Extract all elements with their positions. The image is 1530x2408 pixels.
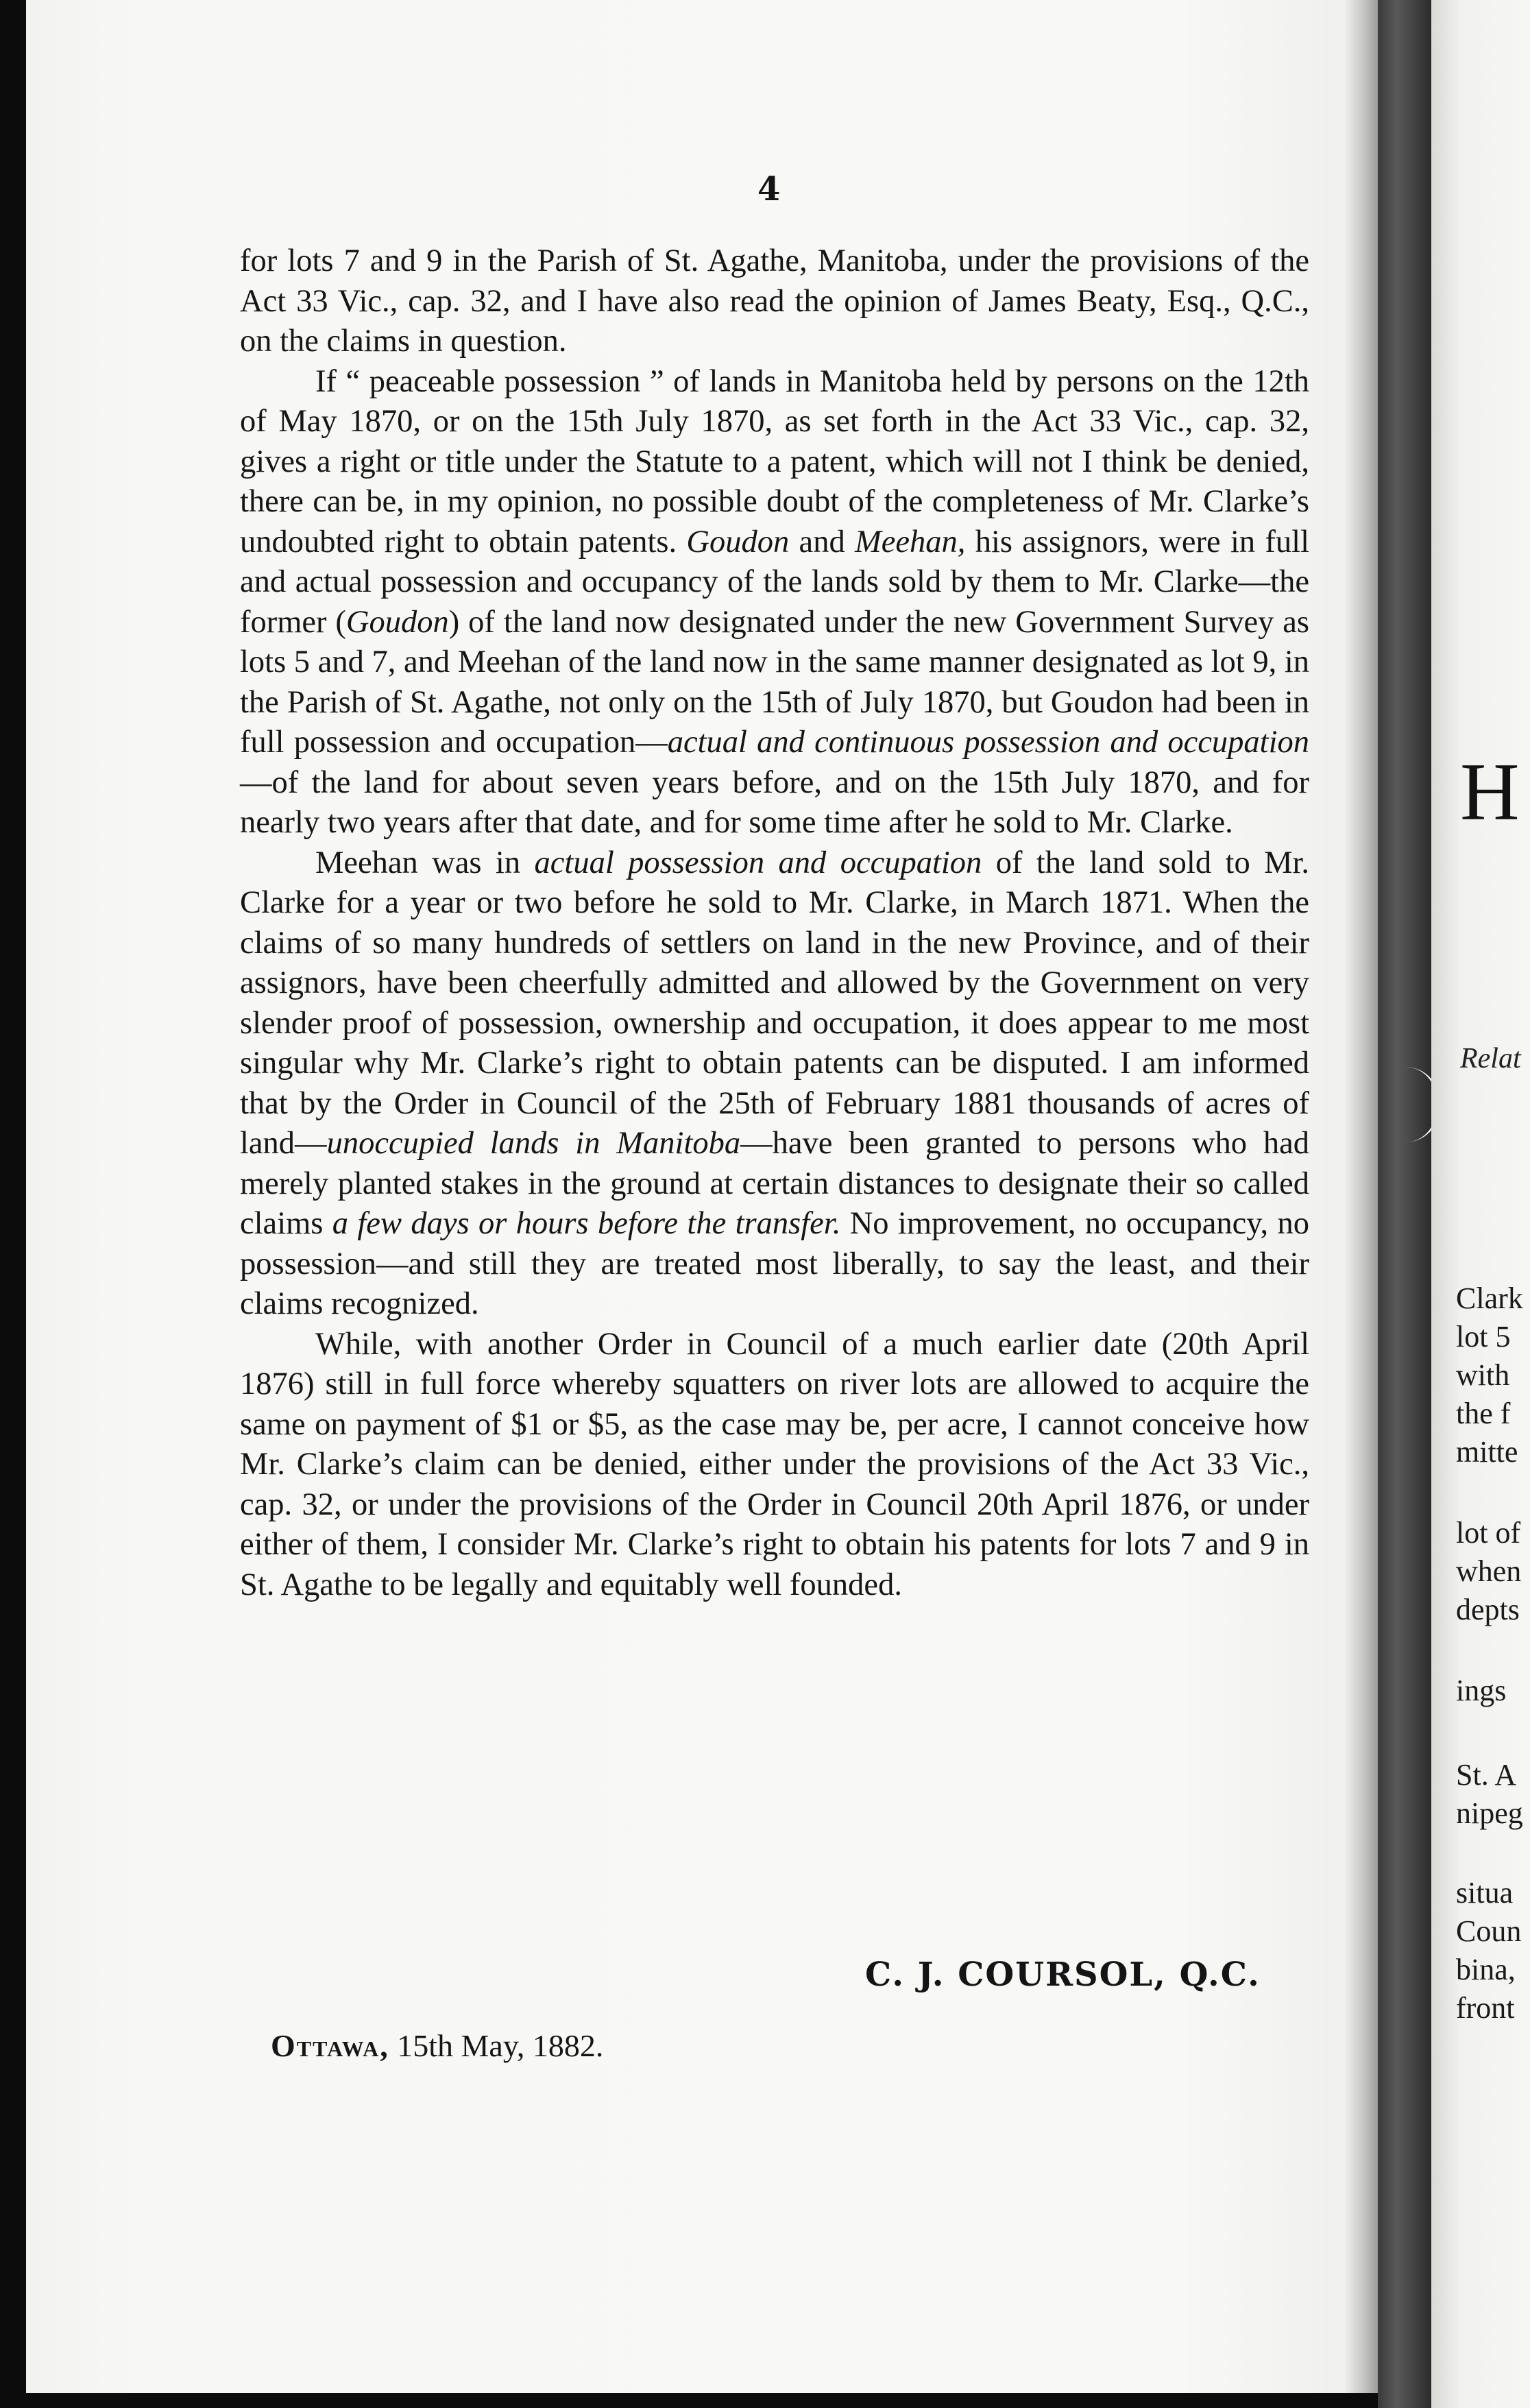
- italic-text: actual possession and occupation: [534, 845, 982, 880]
- italic-text: Goudon: [345, 604, 449, 640]
- text-run: for lots 7 and 9 in the Parish of St. Agathe, Manitoba, under the provisions of the Act 33 Vic., cap. 32, and I have also read the opinion of James Beaty, Esq., Q.C., on the claims in question.: [240, 243, 1309, 359]
- adjacent-page-line: depts: [1456, 1593, 1520, 1626]
- text-run: his assignors, were in full and actual possession and occupancy of the lands sold by them to Mr. Clarke—the former (: [240, 524, 1309, 640]
- adjacent-page-line: mitte: [1456, 1435, 1518, 1469]
- adjacent-page-line: lot of: [1456, 1516, 1521, 1550]
- italic-text: actual and continuous possession and occupation: [667, 725, 1309, 760]
- text-run: If “ peaceable possession ” of lands in Manitoba held by persons on the 12th of May 1870, or on the 15th July 1870, as set forth in the Act 33 Vic., cap. 32, gives a right or title under the Statute to a patent, which will not I think be denied, there can be, in my opinion, no possible doubt of the completeness of Mr. Clarke’s undoubted right to obtain patents.: [240, 363, 1309, 559]
- adjacent-page-line: front: [1456, 1991, 1515, 2025]
- page-number: 4: [757, 170, 781, 208]
- paragraph: [240, 362, 1309, 843]
- dateline: [271, 2027, 603, 2064]
- adjacent-page-line: nipeg: [1456, 1796, 1523, 1830]
- adjacent-page-line: Coun: [1456, 1914, 1522, 1948]
- italic-text: unoccupied lands in Manitoba: [326, 1126, 741, 1161]
- adjacent-page-heading: H: [1460, 746, 1520, 837]
- adjacent-page-line: Clark: [1456, 1281, 1523, 1315]
- adjacent-page-line: the f: [1456, 1397, 1511, 1430]
- adjacent-page-italic-word: Relat: [1460, 1043, 1521, 1074]
- adjacent-page: [1431, 0, 1530, 2408]
- adjacent-page-line: St. A: [1456, 1758, 1517, 1792]
- text-run: While, with another Order in Council of a much earlier date (20th April 1876) still in full force whereby squatters on river lots are allowed to acquire the same on payment of $1 or $5, as the case may be, per acre, I cannot conceive how Mr. Clarke’s claim can be denied, either under the provisions of the Act 33 Vic., cap. 32, or under the provisions of the Order in Council 20th April 1876, or under either of them, I consider Mr. Clarke’s right to obtain his patents for lots 7 and 9 in St. Agathe to be legally and equitably well founded.: [240, 1326, 1309, 1602]
- dateline-date: 15th May, 1882.: [389, 2028, 604, 2063]
- text-run: Meehan was in: [315, 845, 535, 880]
- text-run: ) of the land now designated under the new Government Survey as lots 5 and 7, and Meehan of the land now in the same manner designated as lot 9, in the Parish of St. Agathe, not only on the 15th of July 1870, but Goudon had been in full possession and occupation—: [240, 604, 1309, 760]
- text-run: —of the land for about seven years before, and on the 15th July 1870, and for nearly two years after that date, and for some time after he sold to Mr. Clarke.: [240, 764, 1309, 840]
- adjacent-page-line: bina,: [1456, 1953, 1516, 1986]
- dateline-city: Ottawa,: [271, 2028, 389, 2063]
- signature: C. J. COURSOL, Q.C.: [865, 1955, 1261, 1994]
- book-gutter: [1378, 0, 1431, 2408]
- adjacent-page-line: ings: [1456, 1674, 1507, 1707]
- adjacent-page-line: situa: [1456, 1876, 1514, 1910]
- text-run: of the land sold to Mr. Clarke for a year or two before he sold to Mr. Clarke, in March 1871. When the claims of so many hundreds of settlers on land in the new Province, and of their assignors, have been cheerfully admitted and allowed by the Government on very slender proof of possession, ownership and occupation, it does appear to me most singular why Mr. Clarke’s right to obtain patents can be disputed. I am informed that by the Order in Council of the 25th of February 1881 thousands of acres of land—: [240, 845, 1309, 1161]
- adjacent-page-line: lot 5: [1456, 1320, 1511, 1353]
- text-run: No improvement, no occupancy, no possession—and still they are treated most liberally, to say the least, and their claims recognized.: [240, 1206, 1309, 1321]
- adjacent-page-line: with: [1456, 1358, 1510, 1392]
- italic-text: Goudon: [686, 524, 790, 559]
- italic-text: a few days or hours before the transfer.: [332, 1206, 841, 1241]
- paragraph: [240, 241, 1309, 362]
- text-run: —have been granted to persons who had merely planted stakes in the ground at certain distances to designate their so called claims: [240, 1126, 1309, 1241]
- text-run: and: [789, 524, 855, 559]
- paragraph: [240, 843, 1309, 1325]
- page-fold-shadow: [1345, 0, 1378, 2393]
- adjacent-page-line: when: [1456, 1554, 1522, 1588]
- body-text: [240, 241, 1309, 1605]
- italic-text: Meehan,: [855, 524, 966, 559]
- paragraph: [240, 1325, 1309, 1606]
